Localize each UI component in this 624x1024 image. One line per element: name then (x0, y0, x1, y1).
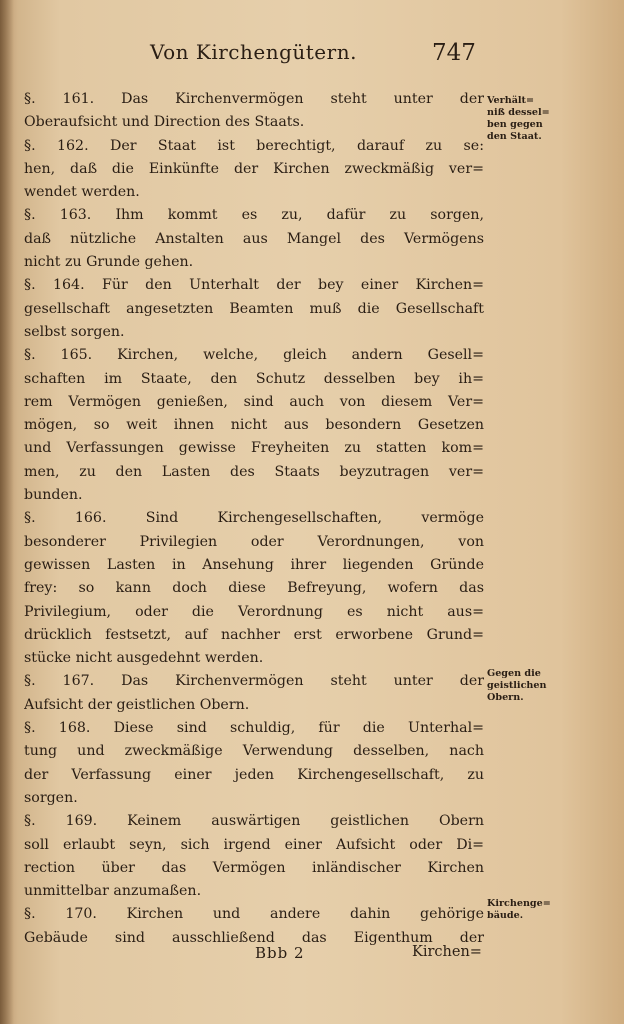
text-line: §. 161. Das Kirchenvermögen steht unter der (24, 91, 484, 107)
text-line: §. 168. Diese sind schuldig, für die Unterhal= (24, 720, 484, 737)
page-number: 747 (432, 40, 476, 66)
running-head: Von Kirchengütern. (150, 40, 357, 64)
text-line: rem Vermögen genießen, sind auch von diesem Ver= (24, 393, 484, 410)
margin-note-clergy (487, 668, 571, 704)
text-line: §. 164. Für den Unterhalt der bey einer Kirchen= (24, 277, 484, 294)
margin-note-line: Kirchenge= (487, 898, 551, 909)
text-line: soll erlaubt seyn, sich irgend einer Aufsicht oder Di= (24, 836, 484, 853)
text-line: hen, daß die Einkünfte der Kirchen zweckmäßig ver= (24, 160, 484, 177)
text-line: schaften im Staate, den Schutz desselben bey ih= (24, 370, 484, 387)
text-line: stücke nicht ausgedehnt werden. (24, 650, 264, 667)
margin-note-line: niß dessel= (487, 107, 550, 118)
margin-note-line: Verhält= (487, 95, 535, 106)
text-line: §. 166. Sind Kirchengesellschaften, vermöge (24, 510, 484, 527)
text-line: mögen, so weit ihnen nicht aus besondern Gesetzen (24, 417, 484, 434)
text-line: §. 167. Das Kirchenvermögen steht unter der (24, 673, 484, 690)
catchword: Kirchen= (412, 944, 482, 960)
signature-mark: Bbb 2 (255, 944, 305, 962)
text-line: Privilegium, oder die Verordnung es nicht aus= (24, 603, 484, 620)
text-line: §. 170. Kirchen und andere dahin gehörige (24, 906, 484, 923)
margin-note-church-buildings (487, 898, 571, 922)
text-line: gesellschaft angesetzten Beamten muß die Gesellschaft (24, 300, 484, 317)
text-line: §. 165. Kirchen, welche, gleich andern Gesell= (24, 347, 484, 364)
text-line: unmittelbar anzumaßen. (24, 883, 202, 900)
text-line: und Verfassungen gewisse Freyheiten zu statten kom= (24, 440, 484, 457)
body-text (24, 88, 484, 950)
margin-note-line: Gegen die (487, 668, 541, 679)
text-line: Oberaufsicht und Direction des Staats. (24, 114, 305, 131)
text-line: §. 163. Ihm kommt es zu, dafür zu sorgen, (24, 207, 484, 224)
text-line: §. 169. Keinem auswärtigen geistlichen Obern (24, 813, 484, 830)
text-line: daß nützliche Anstalten aus Mangel des Vermögens (24, 230, 484, 247)
text-line: der Verfassung einer jeden Kirchengesellschaft, zu (24, 766, 484, 783)
text-line: sorgen. (24, 789, 78, 806)
text-line: rection über das Vermögen inländischer Kirchen (24, 859, 484, 876)
text-line: tung und zweckmäßige Verwendung desselben, nach (24, 743, 484, 760)
binding-shadow (0, 0, 14, 1024)
margin-note-line: Obern. (487, 692, 524, 703)
text-line: men, zu den Lasten des Staats beyzutragen ver= (24, 463, 484, 480)
text-line: §. 162. Der Staat ist berechtigt, darauf zu se: (24, 137, 484, 154)
text-line: drücklich festsetzt, auf nachher erst erworbene Grund= (24, 626, 484, 643)
margin-note-state (487, 95, 571, 143)
text-line: nicht zu Grunde gehen. (24, 254, 194, 271)
margin-note-line: bäude. (487, 910, 524, 921)
margin-note-line: geistlichen (487, 680, 547, 691)
text-line: selbst sorgen. (24, 323, 125, 340)
margin-note-line: ben gegen (487, 119, 543, 130)
text-line: Aufsicht der geistlichen Obern. (24, 696, 250, 713)
text-line: wendet werden. (24, 184, 140, 201)
text-line: bunden. (24, 487, 83, 504)
text-line: Gebäude sind ausschließend das Eigenthum der (24, 929, 484, 946)
margin-note-line: den Staat. (487, 131, 542, 142)
text-line: besonderer Privilegien oder Verordnungen, von (24, 533, 484, 550)
text-line: gewissen Lasten in Ansehung ihrer liegenden Gründe (24, 556, 484, 573)
text-line: frey: so kann doch diese Befreyung, wofern das (24, 580, 484, 597)
